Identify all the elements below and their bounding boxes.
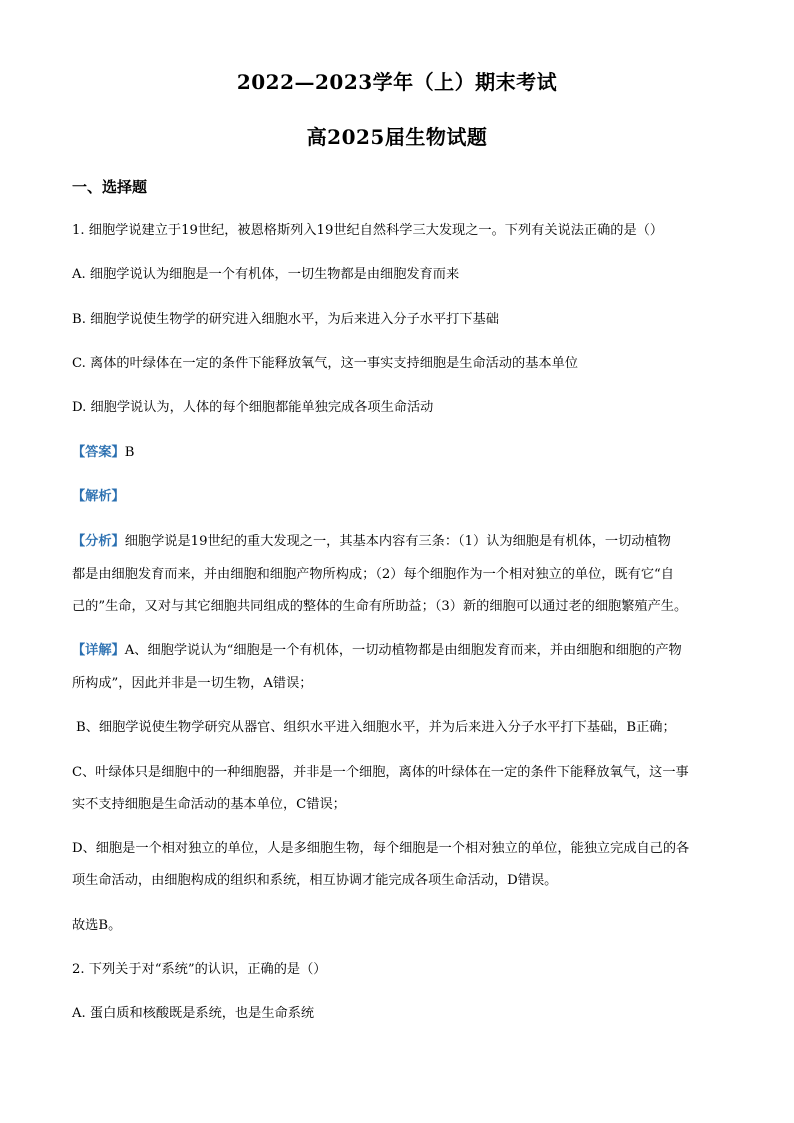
answer-line: [72, 443, 732, 463]
exam-title: 2022—2023学年（上）期末考试: [236, 70, 558, 94]
question-1-option-b: B. 细胞学说使生物学的研究进入细胞水平，为后来进入分子水平打下基础: [72, 312, 499, 327]
exam-subtitle: 高2025届生物试题: [306, 125, 488, 149]
xiangjie-line-2: 所构成”，因此并非是一切生物，A错误；: [72, 676, 313, 691]
analysis-heading: [72, 487, 732, 507]
xiangjie-line-4: C、叶绿体只是细胞中的一种细胞器，并非是一个细胞，离体的叶绿体在一定的条件下能释放氧气，这一事: [72, 765, 689, 780]
xiangjie-line-5: 实不支持细胞是生命活动的基本单位，C错误；: [72, 797, 346, 812]
fenxi-line-3: 己的”生命，又对与其它细胞共同组成的整体的生命有所助益；（3）新的细胞可以通过老的细胞繁殖产生。: [72, 599, 688, 614]
xiangjie-line-6: D、细胞是一个相对独立的单位，人是多细胞生物，每个细胞是一个相对独立的单位，能独立完成自己的各: [72, 841, 690, 856]
question-2-option-a: A. 蛋白质和核酸既是系统，也是生命系统: [72, 1006, 315, 1021]
question-1-option-a: A. 细胞学说认为细胞是一个有机体，一切生物都是由细胞发育而来: [72, 267, 460, 282]
xiangjie-line-1: [72, 641, 732, 661]
conclusion: 故选B。: [72, 918, 122, 933]
fenxi-tag: 【分析】: [72, 534, 125, 549]
fenxi-line-2: 都是由细胞发育而来，并由细胞和细胞产物所构成；（2）每个细胞作为一个相对独立的单位，既有它“自: [72, 567, 674, 582]
question-1-option-d: D. 细胞学说认为，人体的每个细胞都能单独完成各项生命活动: [72, 400, 434, 415]
xiangjie-line-7: 项生命活动，由细胞构成的组织和系统，相互协调才能完成各项生命活动，D错误。: [72, 873, 558, 888]
xiangjie-text-1: A、细胞学说认为“细胞是一个有机体，一切动植物都是由细胞发育而来，并由细胞和细胞的产物: [124, 643, 682, 658]
xiangjie-tag: 【详解】: [72, 643, 125, 658]
answer-value: B: [124, 445, 135, 460]
answer-tag: 【答案】: [72, 445, 125, 460]
fenxi-text-1: 细胞学说是19世纪的重大发现之一，其基本内容有三条：（1）认为细胞是有机体，一切动植物: [124, 534, 671, 549]
fenxi-line-1: [72, 532, 732, 552]
analysis-tag: 【解析】: [72, 489, 125, 504]
section-heading: 一、选择题: [72, 178, 148, 196]
question-1-option-c: C. 离体的叶绿体在一定的条件下能释放氧气，这一事实支持细胞是生命活动的基本单位: [72, 356, 578, 371]
question-1-stem: 1. 细胞学说建立于19世纪，被恩格斯列入19世纪自然科学三大发现之一。下列有关说法正确的是（）: [72, 223, 664, 238]
xiangjie-line-3: B、细胞学说使生物学研究从器官、组织水平进入细胞水平，并为后来进入分子水平打下基础，B正确；: [76, 720, 676, 735]
question-2-stem: 2. 下列关于对“系统”的认识，正确的是（）: [72, 962, 327, 977]
